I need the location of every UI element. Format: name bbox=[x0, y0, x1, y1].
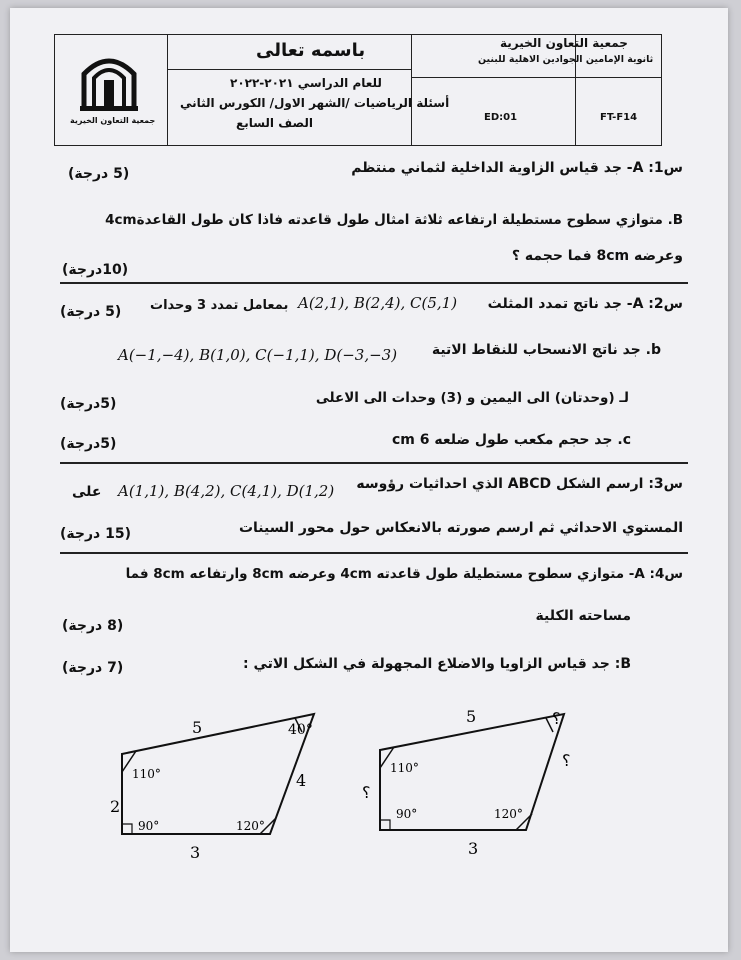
q2-c-text: c. جد حجم مكعب طول ضلعه 6 cm bbox=[391, 432, 631, 448]
q2-a-text: س2: A- جد ناتج تمدد المثلث bbox=[487, 296, 683, 312]
q2-b-points: A(−1,−4), B(1,0), C(−1,1), D(−3,−3) bbox=[118, 346, 398, 364]
q2-c-marks: (5درجة) bbox=[60, 436, 117, 452]
fig1-angle-tr: 40° bbox=[288, 722, 313, 738]
quadrilateral-figure-2 bbox=[356, 694, 596, 864]
divider bbox=[60, 462, 688, 464]
q1-b-text2: وعرضه 8cm فما حجمه ؟ bbox=[511, 248, 683, 264]
fig1-side-top: 5 bbox=[192, 718, 203, 737]
fig1-side-bottom: 3 bbox=[190, 843, 201, 862]
fig2-angle-br: 120° bbox=[494, 807, 523, 821]
q3-text2: المستوي الاحداثي ثم ارسم صورته بالانعكاس حول محور السينات bbox=[238, 520, 683, 536]
fig1-angle-br: 120° bbox=[236, 819, 265, 833]
q1-b-marks: (10درجة) bbox=[62, 262, 129, 278]
q4-b-text: B: جد قياس الزاويا والاضلاع المجهولة في الشكل الاتي : bbox=[242, 656, 631, 672]
fig2-side-bottom: 3 bbox=[468, 839, 479, 858]
fig2-side-right: ؟ bbox=[562, 751, 571, 770]
q4-b-marks: (7 درجة) bbox=[62, 660, 124, 676]
q2-b-text2: لـ (وحدتان) الى اليمين و (3) وحدات الى الاعلى bbox=[315, 390, 629, 406]
q3-text-end: على bbox=[72, 484, 102, 500]
q2-a-text2: بمعامل تمدد 3 وحدات bbox=[150, 298, 289, 313]
q1-a-marks: (5 درجة) bbox=[68, 166, 130, 182]
fig1-angle-bl: 90° bbox=[138, 819, 160, 833]
fig2-angle-tr: ؟ bbox=[552, 709, 561, 728]
doc-code-ft: FT-F14 bbox=[600, 112, 638, 123]
exam-subject: أسئلة الرياضيات /الشهر الاول/ الكورس الثاني bbox=[180, 96, 450, 110]
school-name-2: ثانوية الإمامين الجوادين الاهلية للبنين bbox=[478, 54, 654, 65]
fig2-angle-bl: 90° bbox=[396, 807, 418, 821]
q2-b-text: b. جد ناتج الانسحاب للنقاط الاتية bbox=[431, 342, 661, 358]
divider bbox=[60, 552, 688, 554]
fig1-angle-tl: 110° bbox=[132, 767, 161, 781]
q3-marks: (15 درجة) bbox=[60, 526, 131, 542]
q1-a-text: س1: A- جد قياس الزاوية الداخلية لثماني منتظم bbox=[351, 160, 683, 176]
q4-a-marks: (8 درجة) bbox=[62, 618, 124, 634]
q3-points: A(1,1), B(4,2), C(4,1), D(1,2) bbox=[118, 482, 335, 500]
fig2-side-left: ؟ bbox=[362, 783, 371, 802]
q2-a-points: A(2,1), B(2,4), C(5,1) bbox=[298, 294, 458, 312]
q2-a-marks: (5 درجة) bbox=[60, 304, 122, 320]
divider bbox=[60, 282, 688, 284]
doc-code-ed: ED:01 bbox=[484, 112, 518, 123]
q3-text: س3: ارسم الشكل ABCD الذي احداثيات رؤوسه bbox=[356, 476, 683, 492]
q1-b-text: B. متوازي سطوح مستطيلة ارتفاعه ثلاثة امثال طول قاعدته فاذا كان طول القاعدة4cm bbox=[105, 212, 683, 228]
fig2-side-top: 5 bbox=[466, 707, 477, 726]
q4-a-text2: مساحته الكلية bbox=[535, 608, 631, 624]
academic-year: للعام الدراسي ٢٠٢١-٢٠٢٢ bbox=[230, 76, 382, 90]
q4-a-text: س4: A- متوازي سطوح مستطيلة طول قاعدته 4cm وعرضه 8cm وارتفاعه 8cm فما bbox=[125, 566, 683, 582]
school-name: جمعية التعاون الخيرية bbox=[500, 36, 628, 50]
q2-b-marks: (5درجة) bbox=[60, 396, 117, 412]
fig2-angle-tl: 110° bbox=[390, 761, 419, 775]
school-logo bbox=[66, 44, 156, 134]
logo-caption: جمعية التعاون الخيرية bbox=[70, 116, 156, 125]
grade-level: الصف السابع bbox=[236, 116, 313, 130]
bismillah: باسمه تعالى bbox=[256, 40, 366, 61]
fig1-side-left: 2 bbox=[110, 797, 121, 816]
fig1-side-right: 4 bbox=[296, 771, 307, 790]
quadrilateral-figure-1 bbox=[100, 700, 340, 870]
